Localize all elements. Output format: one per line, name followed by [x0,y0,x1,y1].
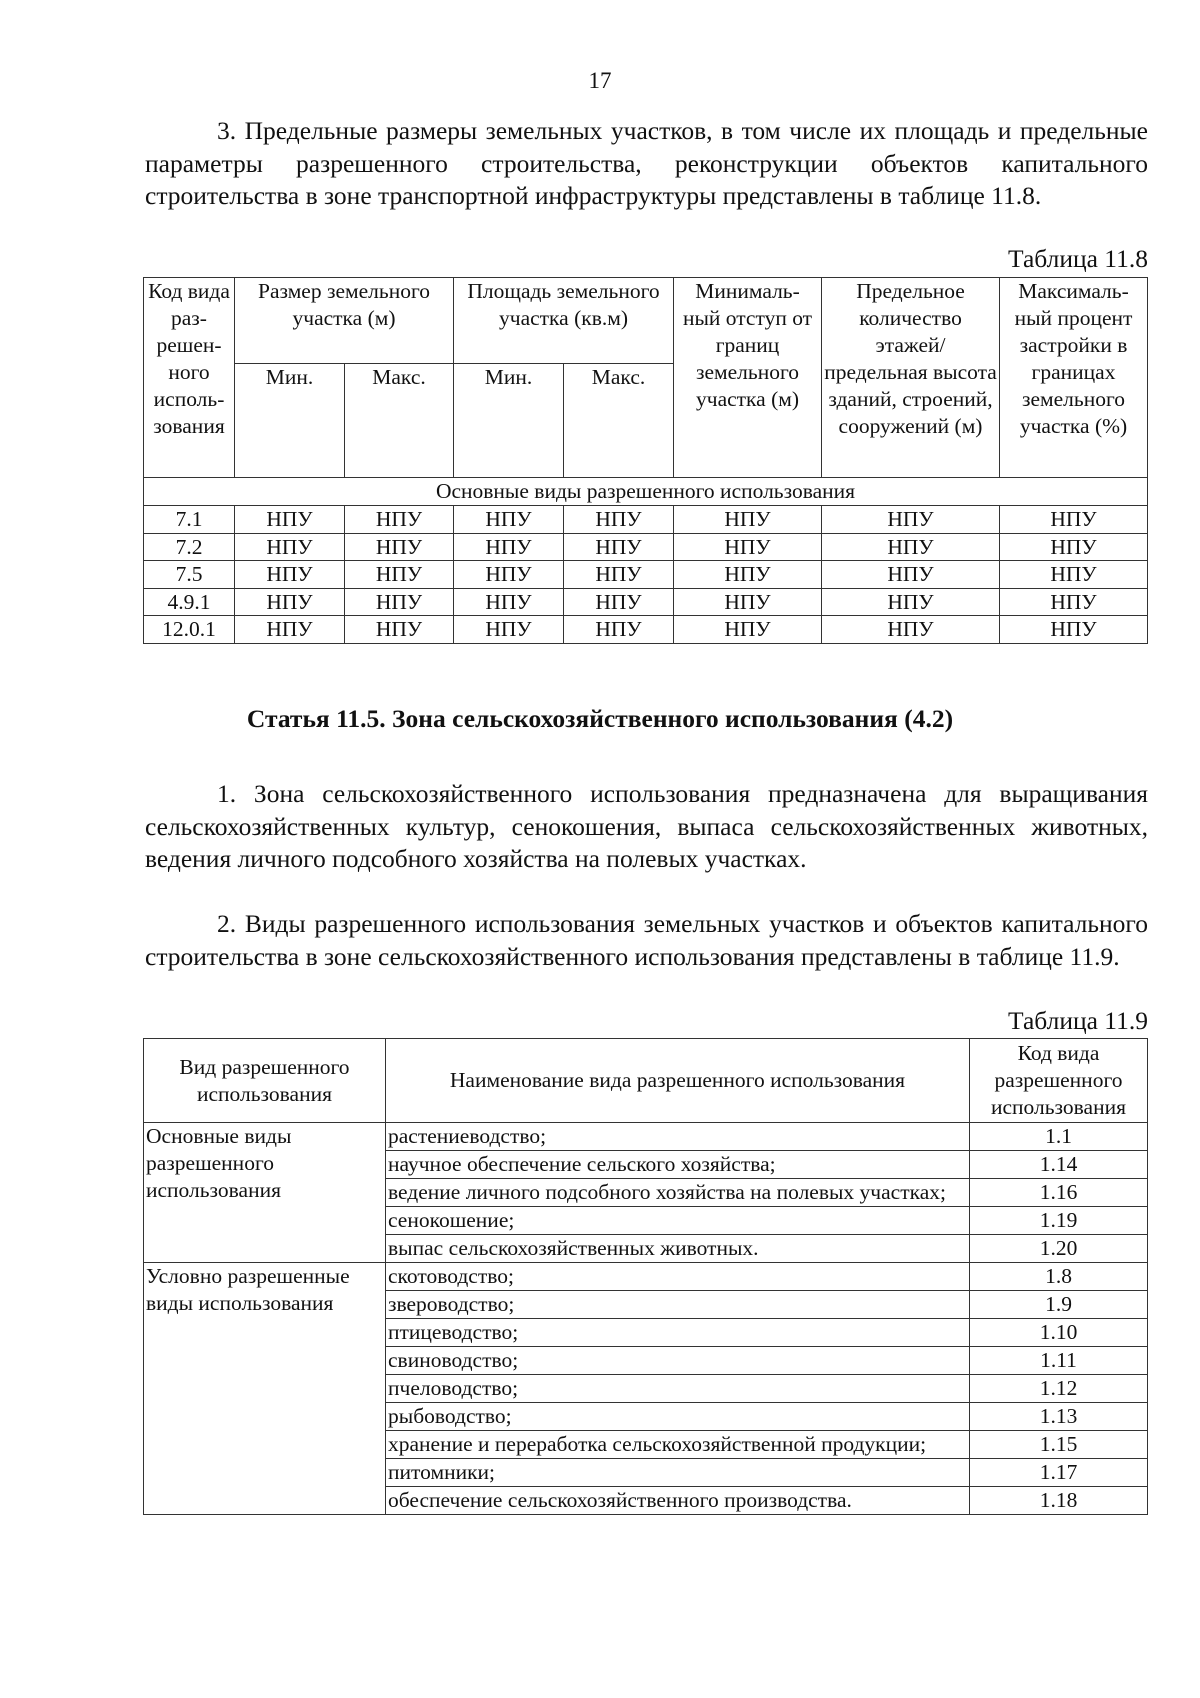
cell-value: НПУ [564,506,674,534]
cell-value: НПУ [822,506,1000,534]
cell-code: 1.12 [970,1375,1148,1403]
cell-code: 1.17 [970,1459,1148,1487]
header-size-min: Мин. [235,364,345,478]
cell-value: НПУ [345,506,454,534]
cell-value: НПУ [235,588,345,616]
table-row [144,588,1148,616]
cell-name: сенокошение; [386,1207,970,1235]
cell-name: звероводство; [386,1291,970,1319]
cell-code: 7.1 [144,506,235,534]
cell-name: птицеводство; [386,1319,970,1347]
cell-code: 7.2 [144,533,235,561]
cell-value: НПУ [345,616,454,644]
cell-code: 1.18 [970,1487,1148,1515]
page-number: 17 [588,68,612,93]
header-size-max: Макс. [345,364,454,478]
cell-code: 4.9.1 [144,588,235,616]
cell-code: 1.15 [970,1431,1148,1459]
cell-value: НПУ [1000,533,1148,561]
header-code: Код вида раз- решен- ного исполь- зования [144,278,235,478]
cell-value: НПУ [564,533,674,561]
article-heading: Статья 11.5. Зона сельскохозяйственного использования (4.2) [246,704,954,733]
cell-name: хранение и переработка сельскохозяйственной продукции; [386,1431,970,1459]
cell-value: НПУ [822,588,1000,616]
cell-value: НПУ [235,561,345,589]
table-11-9 [143,1038,1148,1515]
group-label: Условно разрешенные виды использования [144,1263,386,1515]
cell-value: НПУ [235,506,345,534]
cell-value: НПУ [454,533,564,561]
cell-code: 1.1 [970,1123,1148,1151]
cell-value: НПУ [674,616,822,644]
cell-name: растениеводство; [386,1123,970,1151]
header-code: Код вида разрешенного использования [970,1039,1148,1123]
cell-value: НПУ [822,616,1000,644]
cell-code: 1.19 [970,1207,1148,1235]
table-11-9-label: Таблица 11.9 [1008,1006,1148,1035]
cell-name: рыбоводство; [386,1403,970,1431]
table-row [144,533,1148,561]
cell-value: НПУ [235,616,345,644]
section-row: Основные виды разрешенного использования [144,478,1148,506]
cell-value: НПУ [674,506,822,534]
cell-name: выпас сельскохозяйственных животных. [386,1235,970,1263]
cell-name: свиноводство; [386,1347,970,1375]
cell-value: НПУ [454,561,564,589]
header-name: Наименование вида разрешенного использования [386,1039,970,1123]
cell-name: пчеловодство; [386,1375,970,1403]
cell-value: НПУ [674,533,822,561]
cell-value: НПУ [564,588,674,616]
header-floors: Предельное количество этажей/ предельная высота зданий, строений, сооружений (м) [822,278,1000,478]
cell-value: НПУ [674,561,822,589]
cell-code: 1.10 [970,1319,1148,1347]
table-row [144,616,1148,644]
cell-code: 1.8 [970,1263,1148,1291]
header-area: Площадь земельного участка (кв.м) [454,278,674,364]
header-size: Размер земельного участка (м) [235,278,454,364]
cell-code: 12.0.1 [144,616,235,644]
cell-value: НПУ [1000,616,1148,644]
cell-code: 1.11 [970,1347,1148,1375]
cell-name: обеспечение сельскохозяйственного производства. [386,1487,970,1515]
cell-value: НПУ [564,561,674,589]
header-type: Вид разрешенного использования [144,1039,386,1123]
cell-name: питомники; [386,1459,970,1487]
header-area-max: Макс. [564,364,674,478]
cell-value: НПУ [345,588,454,616]
cell-value: НПУ [822,533,1000,561]
cell-code: 1.14 [970,1151,1148,1179]
cell-code: 7.5 [144,561,235,589]
table-row [144,506,1148,534]
table-row [144,1123,1148,1151]
cell-name: скотоводство; [386,1263,970,1291]
paragraph-2: 2. Виды разрешенного использования земельных участков и объектов капитального строительства в зоне сельскохозяйственного использования представлены в таблице 11.9. [145,909,1148,971]
cell-value: НПУ [564,616,674,644]
cell-value: НПУ [674,588,822,616]
paragraph-3: 3. Предельные размеры земельных участков, в том числе их площадь и предельные параметры разрешенного строительства, реконструкции объектов капитального строительства в зоне транспортной инфраструктуры представлены в таблице 11.8. [145,116,1148,210]
table-11-8-label: Таблица 11.8 [1008,244,1148,273]
group-label: Основные виды разрешенного использования [144,1123,386,1263]
header-area-min: Мин. [454,364,564,478]
table-row [144,561,1148,589]
cell-code: 1.13 [970,1403,1148,1431]
paragraph-1: 1. Зона сельскохозяйственного использования предназначена для выращивания сельскохозяйственных культур, сенокошения, выпаса сельскохозяйственных животных, ведения личного подсобного хозяйства на полевых участках. [145,779,1148,873]
header-setback: Минималь- ный отступ от границ земельного участка (м) [674,278,822,478]
cell-name: ведение личного подсобного хозяйства на полевых участках; [386,1179,970,1207]
cell-value: НПУ [454,588,564,616]
table-row [144,1263,1148,1291]
cell-value: НПУ [235,533,345,561]
cell-name: научное обеспечение сельского хозяйства; [386,1151,970,1179]
cell-value: НПУ [454,616,564,644]
cell-value: НПУ [1000,506,1148,534]
cell-value: НПУ [345,533,454,561]
cell-value: НПУ [454,506,564,534]
cell-value: НПУ [345,561,454,589]
cell-value: НПУ [1000,588,1148,616]
cell-code: 1.9 [970,1291,1148,1319]
table-11-8 [143,277,1148,644]
cell-code: 1.16 [970,1179,1148,1207]
cell-value: НПУ [1000,561,1148,589]
cell-value: НПУ [822,561,1000,589]
cell-code: 1.20 [970,1235,1148,1263]
header-percent: Максималь- ный процент застройки в границах земельного участка (%) [1000,278,1148,478]
